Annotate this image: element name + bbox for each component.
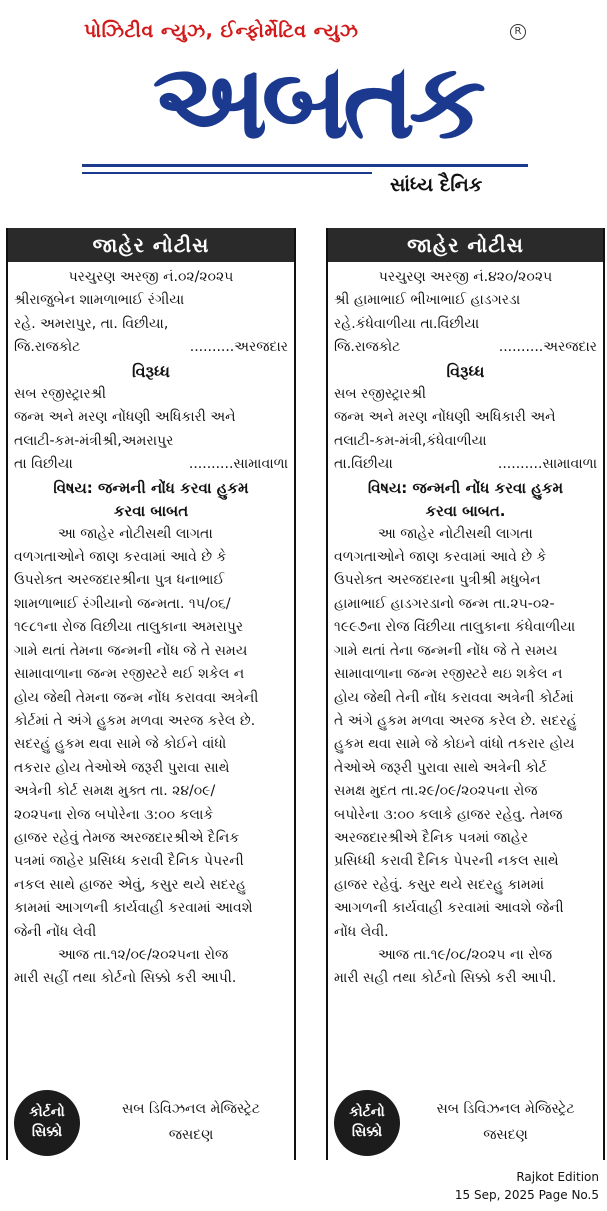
notice-body (8, 262, 294, 991)
respondent-role: ..........સામાવાળા (188, 456, 288, 473)
notice-body (328, 262, 603, 991)
paragraph-line: જેની નોંધ લેવી (14, 923, 97, 940)
paragraph-line: હાજર રહેવું તેમજ અરજદારશ્રીએ દૈનિક (14, 829, 240, 846)
seal-text: સિક્કો (31, 1124, 63, 1140)
brand-underline-secondary (82, 172, 372, 174)
court-seal (14, 1090, 80, 1156)
paragraph-line: ઉપરોક્ત અરજદારશ્રીના પુત્ર ધનાભાઈ (14, 572, 225, 589)
seal-text: કોર્ટનો (349, 1104, 385, 1120)
applicant-address: રહે.કંધેવાળીયા તા.વિંછીયા (334, 315, 480, 332)
versus-label: વિરૂધ્ધ (446, 361, 485, 381)
paragraph-line: ગામે થતાં તેમના જન્મની નોંધ જે તે સમય (14, 642, 248, 659)
paragraph-line: આ જાહેર નોટીસથી લાગતા (58, 525, 213, 542)
respondent-line: જન્મ અને મરણ નોંધણી અધિકારી અને (14, 409, 236, 426)
paragraph-line: ૨૦૨૫ના રોજ બપોરેના ૩:૦૦ કલાકે (14, 806, 214, 823)
paragraph-line: પત્રમાં જાહેર પ્રસિધ્ધ કરાવી દૈનિક પેપરની (14, 853, 244, 870)
masthead (0, 0, 607, 215)
respondent-role: ..........સામાવાળા (497, 456, 597, 473)
applicant-district: જિ.રાજકોટ (14, 339, 81, 356)
paragraph-line: હાજર રહેવું. કસુર થયે સદરહુ કામમાં (334, 876, 545, 893)
paragraph-line: ૧૯૯૭ના રોજ વિંછીયા તાલુકાના કંધેવાળીયા (334, 619, 576, 636)
notice-paragraph (14, 523, 288, 991)
paragraph-line: અત્રેની કોર્ટ સમક્ષ મુક્ત તા. ૨૪/૦૯/ (14, 783, 216, 800)
paragraph-line: શામળાભાઈ રંગીયાનો જન્મતા. ૧૫/૦૬/ (14, 595, 231, 612)
paragraph-line: સદરહું હુકમ થવા સામે જે કોઈને વાંધો (14, 736, 227, 753)
public-notice-right (326, 228, 605, 1160)
closing-line: મારી સહીં તથા કોર્ટનો સિક્કો કરી આપી. (14, 970, 237, 987)
paragraph-line: હામાભાઈ હાડગરડાનો જન્મ તા.૨૫-૦૨- (334, 595, 555, 612)
paragraph-line: હોય જેથી તેમના જન્મ નોંધ કરાવવા અત્રેની (14, 689, 259, 706)
notice-heading: જાહેર નોટીસ (328, 228, 603, 262)
masthead-subtitle: સાંધ્ય દૈનિક (390, 174, 483, 196)
paragraph-line: નોંધ લેવી. (334, 923, 389, 940)
paragraph-line: હુકમ થવા સામે જે કોઇને વાંધો તકરાર હોય (334, 736, 575, 753)
applicant-name: શ્રીરાજુબેન શામળાભાઈ રંગીયા (14, 292, 185, 309)
applicant-address: રહે. અમરાપુર, તા. વિછીયા, (14, 315, 169, 332)
applicant-role: ..........અરજદાર (189, 339, 288, 356)
respondent-line: સબ રજીસ્ટ્રારશ્રી (334, 386, 427, 403)
paragraph-line: ઉપરોક્ત અરજદારના પુત્રીશ્રી મધુબેન (334, 572, 541, 589)
brand-logo: અબતક (152, 40, 480, 162)
respondent-line: જન્મ અને મરણ નોંધણી અધિકારી અને (334, 409, 556, 426)
paragraph-line: સામાવાળાના જન્મ રજીસ્ટરે થઇ શકેલ ન (334, 666, 563, 683)
paragraph-line: કામમાં આગળની કાર્યવાહી કરવામાં આવશે (14, 900, 253, 917)
paragraph-line: ગામે થતાં તેના જન્મની નોંધ જે તે સમય (334, 642, 558, 659)
closing-line: આજ તા.૧૯/૦૮/૨૦૨૫ ના રોજ (378, 946, 553, 963)
masthead-tagline: પોઝિટીવ ન્યુઝ, ઈન્ફોર્મેટિવ ન્યુઝ (84, 20, 359, 42)
magistrate-signature (412, 1096, 599, 1148)
paragraph-line: પ્રસિધ્ધી કરાવી દૈનિક પેપરની નકલ સાથે (334, 853, 559, 870)
paragraph-line: કોર્ટમાં તે અંગે હુકમ મળવા અરજ કરેલ છે. (14, 712, 256, 729)
subject-line: વિષય: જન્મની નોંધ કરવા હુકમ (53, 478, 249, 497)
applicant-row (14, 336, 288, 359)
notice-heading: જાહેર નોટીસ (8, 228, 294, 262)
magistrate-title: સબ ડિવિઝનલ મેજિસ્ટ્રેટ (436, 1101, 575, 1117)
paragraph-line: બપોરેના ૩:૦૦ કલાકે હાજર રહેવુ. તેમજ (334, 806, 563, 823)
application-number: પરચુરણ અરજી નં.૦૨/૨૦૨૫ (68, 269, 234, 285)
paragraph-line: વળગતાઓને જાણ કરવામાં આવે છે કે (14, 549, 227, 566)
magistrate-signature (92, 1096, 290, 1148)
respondent-line: તલાટી-કમ-મંત્રી,કંધેવાળીયા (334, 432, 487, 449)
brand-underline (82, 164, 528, 167)
application-number: પરચુરણ અરજી નં.૪૨૦/૨૦૨૫ (378, 269, 553, 285)
paragraph-line: નકલ સાથે હાજર એવું, કસુર થયે સદરહુ (14, 876, 246, 893)
closing-line: આજ તા.૧૨/૦૯/૨૦૨૫ના રોજ (58, 946, 229, 963)
magistrate-location: જસદણ (168, 1127, 214, 1143)
signature-block (8, 1082, 294, 1160)
paragraph-line: ૧૯૮૧ના રોજ વિછીયા તાલુકાના અમરાપુર (14, 619, 244, 636)
paragraph-line: તે અંગે હુકમ મળવા અરજ કરેલ છે. સદરહું (334, 712, 577, 729)
respondent-row (14, 453, 288, 476)
magistrate-location: જસદણ (483, 1127, 528, 1143)
paragraph-line: અરજદારશ્રીએ દૈનિક પત્રમાં જાહેર (334, 829, 529, 846)
versus-label: વિરૂધ્ધ (131, 361, 171, 381)
seal-text: કોર્ટનો (29, 1104, 65, 1120)
subject-line: કરવા બાબત (113, 501, 189, 520)
paragraph-line: આ જાહેર નોટીસથી લાગતા (378, 525, 533, 542)
subject-line: વિષય: જન્મની નોંધ કરવા હુકમ (367, 478, 564, 497)
respondent-taluka: તા.વિંછીયા (334, 456, 393, 473)
magistrate-title: સબ ડિવિઝનલ મેજિસ્ટ્રેટ (121, 1101, 261, 1117)
respondent-row (334, 453, 597, 476)
applicant-name: શ્રી હામાભાઈ ભીખાભાઈ હાડગરડા (334, 292, 521, 309)
seal-text: સિક્કો (351, 1124, 383, 1140)
public-notice-left (6, 228, 296, 1160)
notice-paragraph (334, 523, 597, 991)
paragraph-line: તકરાર હોય તેઓએ જરૂરી પુરાવા સાથે (14, 759, 230, 776)
closing-line: મારી સહી તથા કોર્ટનો સિક્કો કરી આપી. (334, 970, 557, 987)
respondent-line: સબ રજીસ્ટ્રારશ્રી (14, 386, 107, 403)
edition-info (455, 1168, 599, 1204)
applicant-district: જિ.રાજકોટ (334, 339, 401, 356)
paragraph-line: સમક્ષ મુદત તા.૨૯/૦૯/૨૦૨૫ના રોજ (334, 783, 538, 800)
paragraph-line: સામાવાળાના જન્મ રજીસ્ટરે થઈ શકેલ ન (14, 666, 245, 683)
applicant-row (334, 336, 597, 359)
paragraph-line: હોય જેથી તેની નોંધ કરાવવા અત્રેની કોર્ટમાં (334, 689, 574, 706)
registered-mark: R (510, 24, 526, 40)
paragraph-line: તેઓએ જરૂરી પુરાવા સાથે અત્રેની કોર્ટ (334, 759, 547, 776)
edition-name: Rajkot Edition (516, 1170, 599, 1184)
applicant-role: ..........અરજદાર (498, 339, 597, 356)
court-seal (334, 1090, 400, 1156)
signature-block (328, 1082, 603, 1160)
paragraph-line: વળગતાઓને જાણ કરવામાં આવે છે કે (334, 549, 547, 566)
respondent-line: તલાટી-કમ-મંત્રીશ્રી,અમરાપુર (14, 432, 174, 449)
respondent-taluka: તા વિછીયા (14, 456, 73, 473)
paragraph-line: આગળની કાર્યવાહી કરવામાં આવશે જેની (334, 900, 564, 917)
edition-date-page: 15 Sep, 2025 Page No.5 (454, 1188, 599, 1202)
subject-line: કરવા બાબત. (425, 501, 506, 520)
